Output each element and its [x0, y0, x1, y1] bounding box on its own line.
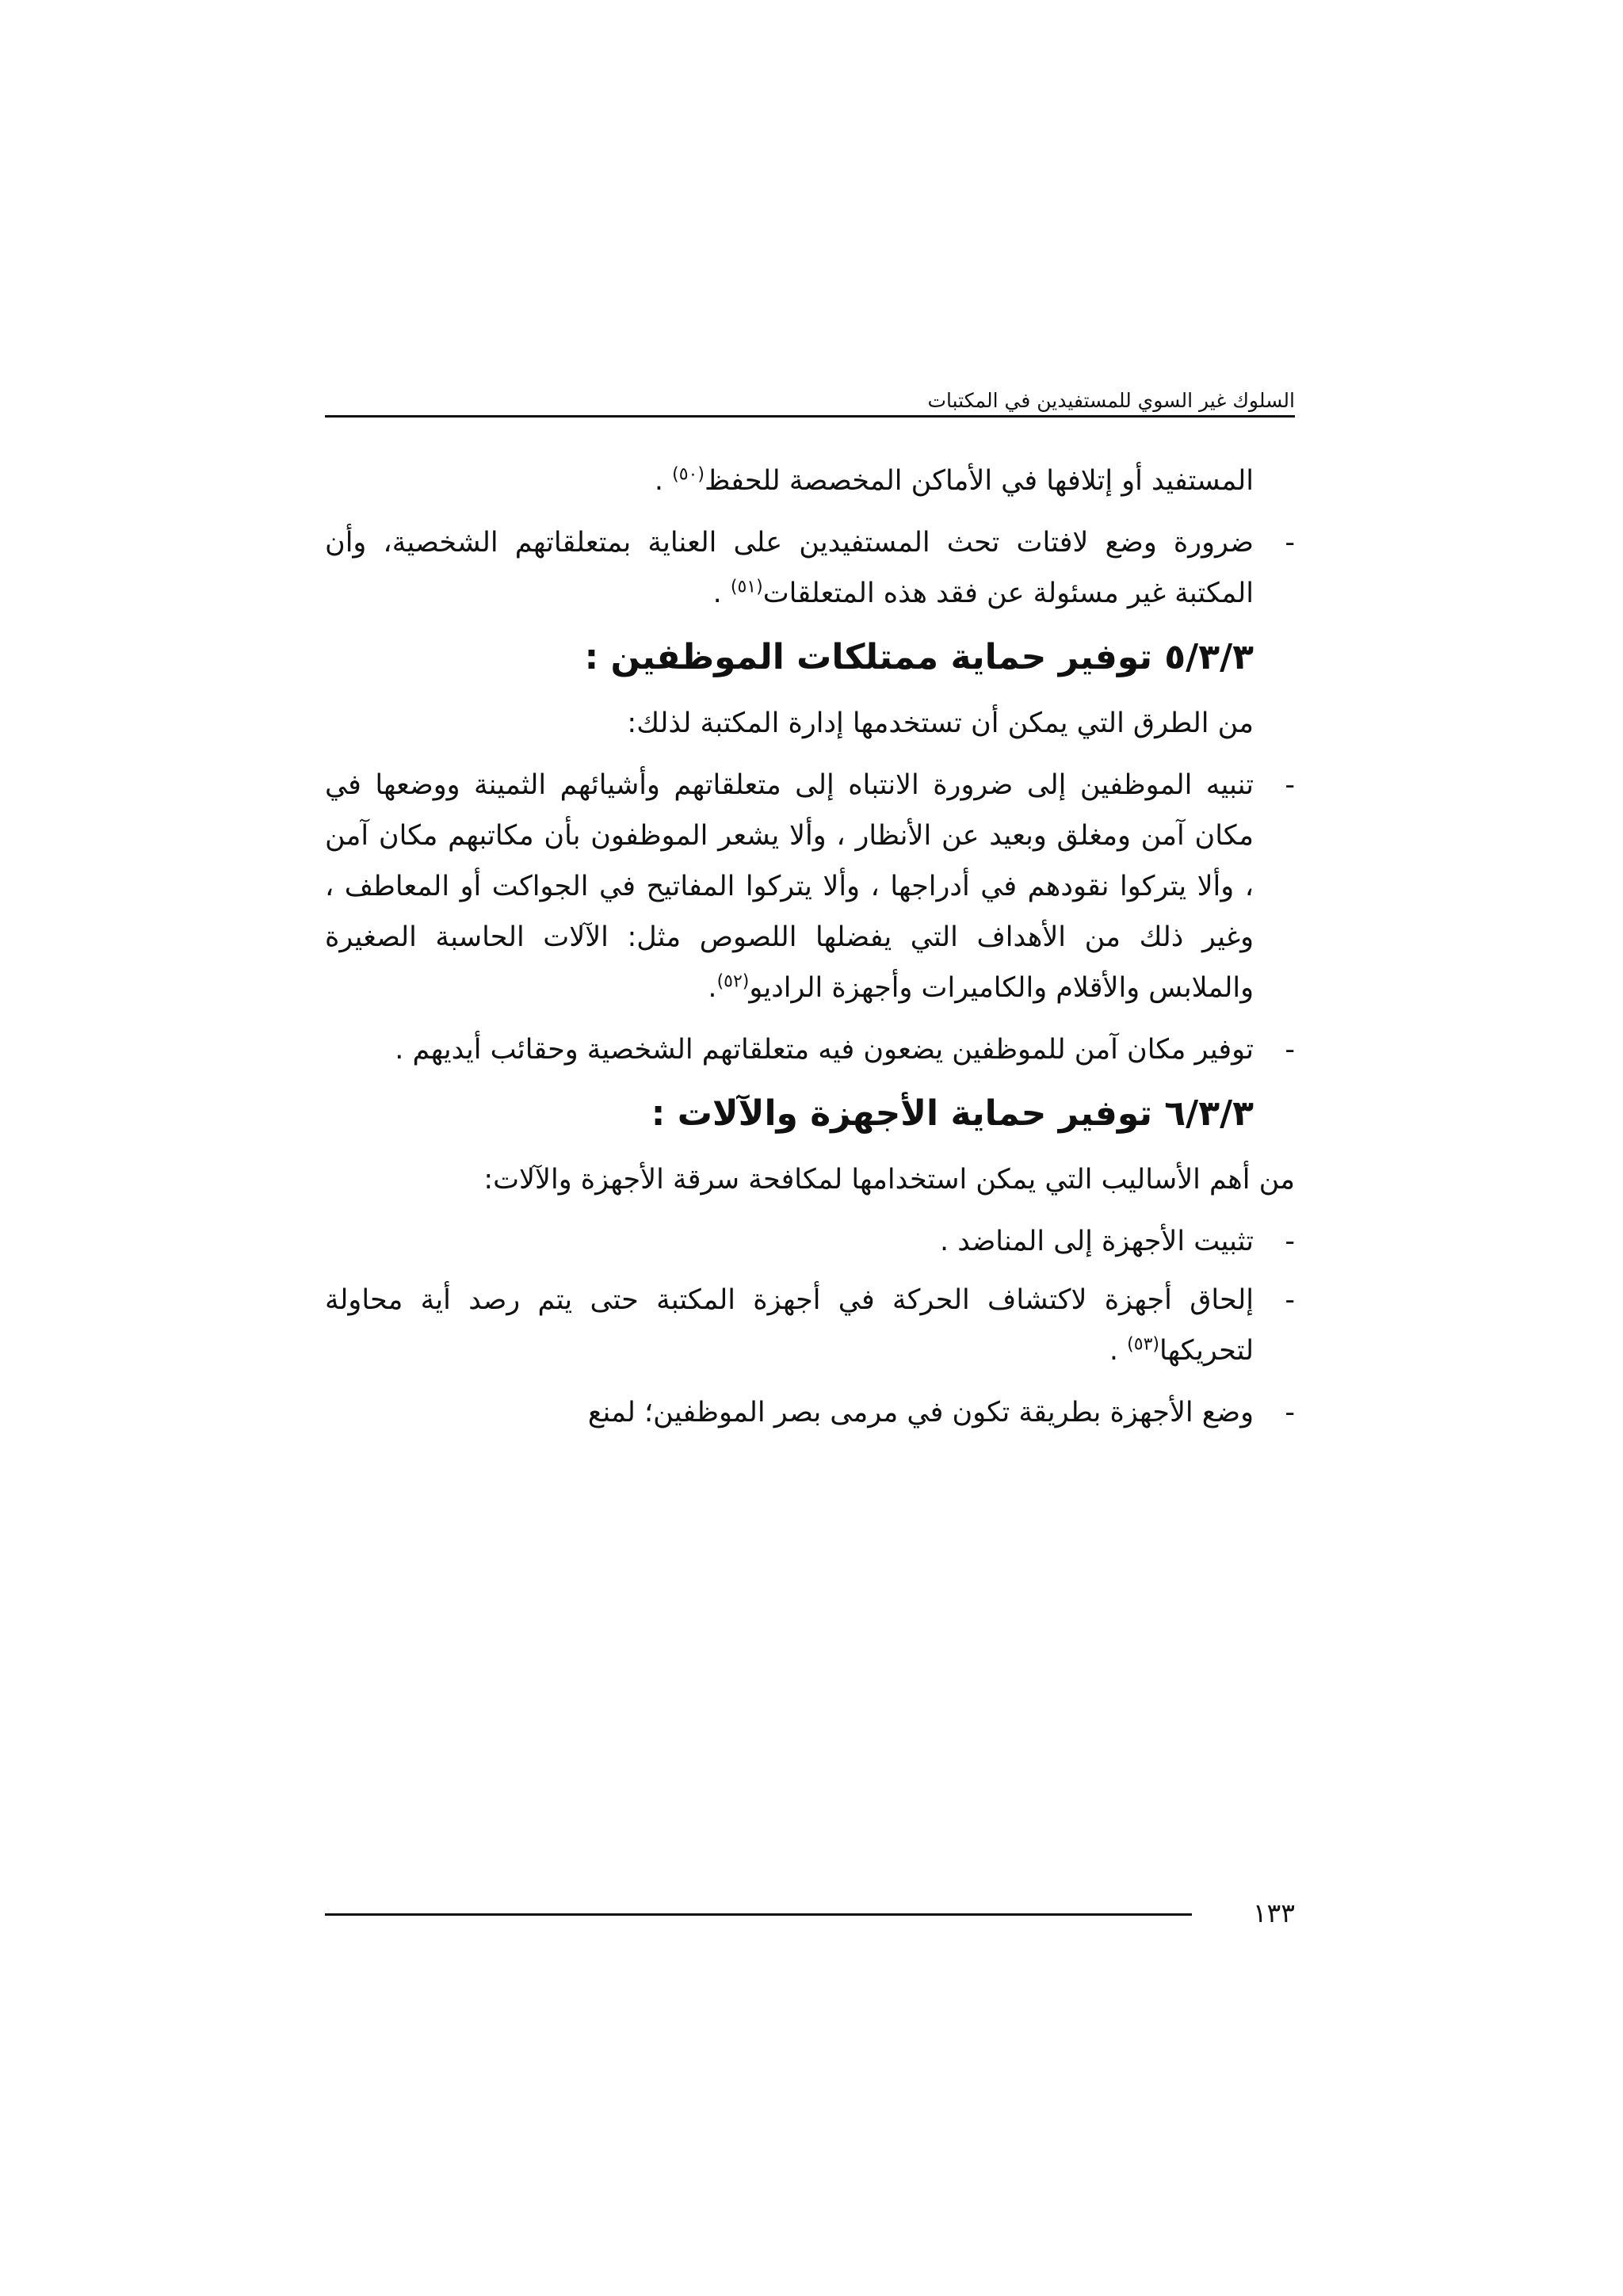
bullet-text: تنبيه الموظفين إلى ضرورة الانتباه إلى متعلقاتهم وأشيائهم الثمينة ووضعها في مكان آمن ومغلق وبعيد عن الأنظار ، وألا يشعر الموظفون بأن مكاتبهم مكان آمن ، وألا يتركوا نقودهم في أدراجها ، وألا يتركوا المفاتيح في الجواكت أو المعاطف ، وغير ذلك من الأهداف التي يفضلها اللصوص مثل: الآلات الحاسبة الصغيرة والملابس والأقلام والكاميرات وأجهزة الراديو: [325, 769, 1254, 1004]
bullet-text: تثبيت الأجهزة إلى المناضد .: [939, 1226, 1254, 1257]
bullet-dash: -: [1285, 769, 1295, 801]
running-header-title: السلوك غير السوي للمستفيدين في المكتبات: [919, 389, 1295, 412]
bullet-text: توفير مكان آمن للموظفين يضعون فيه متعلقاتهم الشخصية وحقائب أيديهم .: [395, 1034, 1254, 1066]
page-number: ١٣٣: [1252, 1897, 1295, 1928]
paragraph-end: .: [654, 465, 673, 497]
bullet-dash: -: [1285, 1034, 1295, 1066]
section-heading: ٥/٣/٣ توفير حماية ممتلكات الموظفين :: [584, 637, 1254, 677]
bullet-end: .: [1109, 1335, 1128, 1367]
bullet-item: [325, 760, 1295, 1013]
bullet-text: ضرورة وضع لافتات تحث المستفيدين على العناية بمتعلقاتهم الشخصية، وأن المكتبة غير مسئولة عن فقد هذه المتعلقات: [325, 527, 1254, 609]
footnote-ref[interactable]: (٥٠): [672, 464, 705, 485]
bullet-text: إلحاق أجهزة لاكتشاف الحركة في أجهزة المكتبة حتى يتم رصد أية محاولة لتحريكها: [325, 1284, 1254, 1367]
bullet-text: وضع الأجهزة بطريقة تكون في مرمى بصر الموظفين؛ لمنع: [587, 1397, 1254, 1428]
footnote-ref[interactable]: (٥٣): [1127, 1334, 1159, 1355]
footnote-ref[interactable]: (٥٢): [716, 971, 750, 992]
paragraph-continuation: [325, 456, 1295, 506]
paragraph-intro: من الطرق التي يمكن أن تستخدمها إدارة المكتبة لذلك:: [627, 707, 1254, 739]
bullet-item: [325, 1275, 1295, 1376]
bullet-item: [325, 517, 1295, 619]
page-footer: [325, 1897, 1295, 1929]
bullet-end: .: [708, 972, 717, 1004]
paragraph-text: المستفيد أو إتلافها في الأماكن المخصصة للحفظ: [704, 465, 1254, 497]
page-content: [325, 456, 1295, 1449]
paragraph-intro: من أهم الأساليب التي يمكن استخدامها لمكافحة سرقة الأجهزة والآلات:: [483, 1164, 1295, 1196]
bullet-item: [325, 1387, 1295, 1438]
bullet-dash: -: [1285, 1226, 1295, 1257]
running-header: [325, 376, 1295, 418]
bullet-item: [325, 1216, 1295, 1267]
bullet-dash: -: [1285, 1397, 1295, 1428]
section-heading: ٦/٣/٣ توفير حماية الأجهزة والآلات :: [651, 1093, 1254, 1134]
bullet-dash: -: [1285, 1284, 1295, 1316]
bullet-item: [325, 1024, 1295, 1075]
bullet-end: .: [712, 578, 731, 609]
bullet-dash: -: [1285, 527, 1295, 559]
footnote-ref[interactable]: (٥١): [730, 577, 763, 597]
footer-rule: [325, 1913, 1192, 1916]
